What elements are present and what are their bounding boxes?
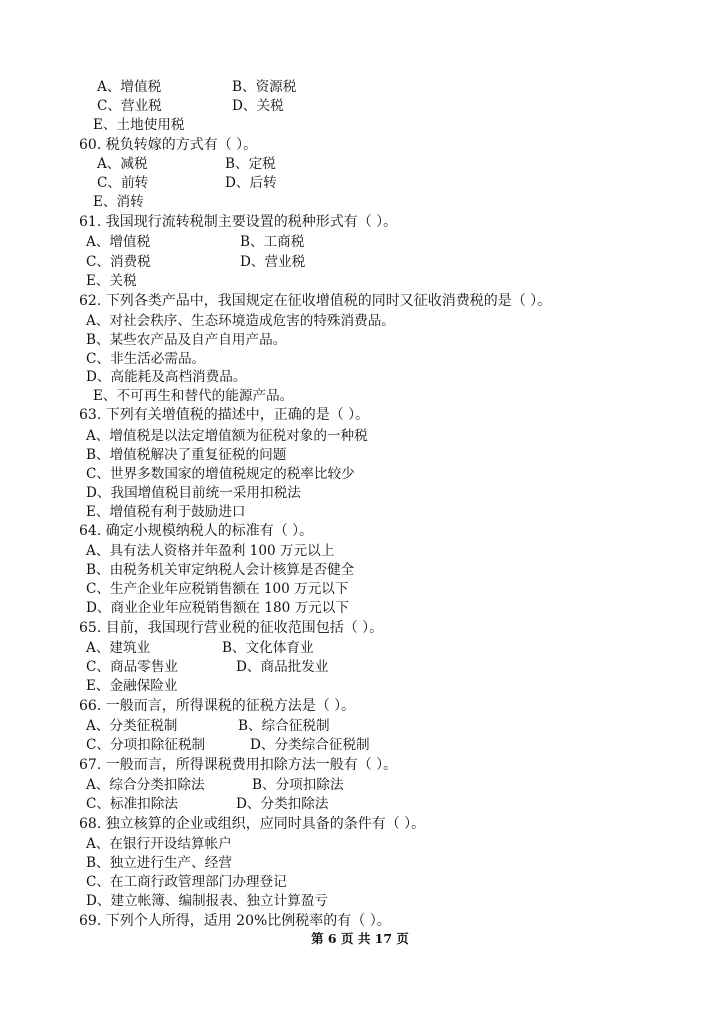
q65-option-c: C、商品零售业 — [86, 659, 178, 675]
q60-stem: 60. 税负转嫁的方式有（ ）。 — [79, 137, 258, 153]
q59-option-e: E、土地使用税 — [93, 117, 185, 133]
q64-option-d: D、商业企业年应税销售额在 180 万元以下 — [86, 600, 349, 616]
q61-option-c: C、消费税 — [86, 254, 151, 270]
q62-stem: 62. 下列各类产品中，我国规定在征收增值税的同时又征收消费税的是（ ）。 — [79, 293, 552, 309]
q64-stem: 64. 确定小规模纳税人的标准有（ ）。 — [79, 523, 314, 539]
q62-option-b: B、某些农产品及自产自用产品。 — [86, 332, 287, 348]
q62-option-c: C、非生活必需品。 — [86, 351, 206, 367]
q66-option-c: C、分项扣除征税制 — [86, 737, 206, 753]
q63-option-e: E、增值税有利于鼓励进口 — [86, 504, 246, 520]
q59-option-d: D、关税 — [232, 98, 284, 114]
q60-option-d: D、后转 — [225, 175, 277, 191]
q63-stem: 63. 下列有关增值税的描述中，正确的是（ ）。 — [79, 407, 370, 423]
q66-option-d: D、分类综合征税制 — [250, 737, 370, 753]
q65-option-e: E、金融保险业 — [86, 678, 178, 694]
q64-option-c: C、生产企业年应税销售额在 100 万元以下 — [86, 581, 349, 597]
q67-option-a: A、综合分类扣除法 — [86, 777, 205, 793]
q63-option-b: B、增值税解决了重复征税的问题 — [86, 447, 287, 463]
q62-option-e: E、不可再生和替代的能源产品。 — [93, 388, 294, 404]
q60-option-a: A、减税 — [97, 156, 148, 172]
q61-stem: 61. 我国现行流转税制主要设置的税种形式有（ ）。 — [79, 214, 398, 230]
q68-option-a: A、在银行开设结算帐户 — [86, 836, 232, 852]
q65-stem: 65. 目前，我国现行营业税的征收范围包括（ ）。 — [79, 620, 384, 636]
q65-option-d: D、商品批发业 — [236, 659, 329, 675]
page-footer: 第 6 页 共 17 页 — [311, 931, 409, 946]
q64-option-a: A、具有法人资格并年盈利 100 万元以上 — [86, 543, 335, 559]
q60-option-c: C、前转 — [97, 175, 149, 191]
q59-option-c: C、营业税 — [97, 98, 162, 114]
q62-option-a: A、对社会秩序、生态环境造成危害的特殊消费品。 — [86, 313, 395, 329]
q65-option-a: A、建筑业 — [86, 640, 151, 656]
q61-option-d: D、营业税 — [240, 254, 306, 270]
q68-option-d: D、建立帐簿、编制报表、独立计算盈亏 — [86, 893, 328, 909]
q68-stem: 68. 独立核算的企业或组织，应同时具备的条件有（ ）。 — [79, 816, 426, 832]
q61-option-e: E、关税 — [86, 273, 137, 289]
q68-option-c: C、在工商行政管理部门办理登记 — [86, 874, 287, 890]
q66-option-b: B、综合征税制 — [238, 718, 330, 734]
q63-option-c: C、世界多数国家的增值税规定的税率比较少 — [86, 466, 355, 482]
q63-option-d: D、我国增值税目前统一采用扣税法 — [86, 485, 301, 501]
q62-option-d: D、高能耗及高档消费品。 — [86, 369, 247, 385]
q61-option-a: A、增值税 — [86, 234, 151, 250]
q66-option-a: A、分类征税制 — [86, 718, 178, 734]
q65-option-b: B、文化体育业 — [222, 640, 314, 656]
q67-stem: 67. 一般而言，所得课税费用扣除方法一般有（ ）。 — [79, 757, 398, 773]
q61-option-b: B、工商税 — [240, 234, 305, 250]
q67-option-b: B、分项扣除法 — [252, 777, 344, 793]
q64-option-b: B、由税务机关审定纳税人会计核算是否健全 — [86, 562, 355, 578]
q67-option-c: C、标准扣除法 — [86, 796, 178, 812]
q68-option-b: B、独立进行生产、经营 — [86, 855, 232, 871]
q67-option-d: D、分类扣除法 — [236, 796, 329, 812]
q60-option-e: E、消转 — [93, 194, 144, 210]
q59-option-a: A、增值税 — [97, 79, 162, 95]
q66-stem: 66. 一般而言，所得课税的征税方法是（ ）。 — [79, 698, 356, 714]
q59-option-b: B、资源税 — [232, 79, 297, 95]
q69-stem: 69. 下列个人所得，适用 20%比例税率的有（ ）。 — [79, 913, 391, 929]
q63-option-a: A、增值税是以法定增值额为征税对象的一种税 — [86, 428, 368, 444]
q60-option-b: B、定税 — [225, 156, 276, 172]
